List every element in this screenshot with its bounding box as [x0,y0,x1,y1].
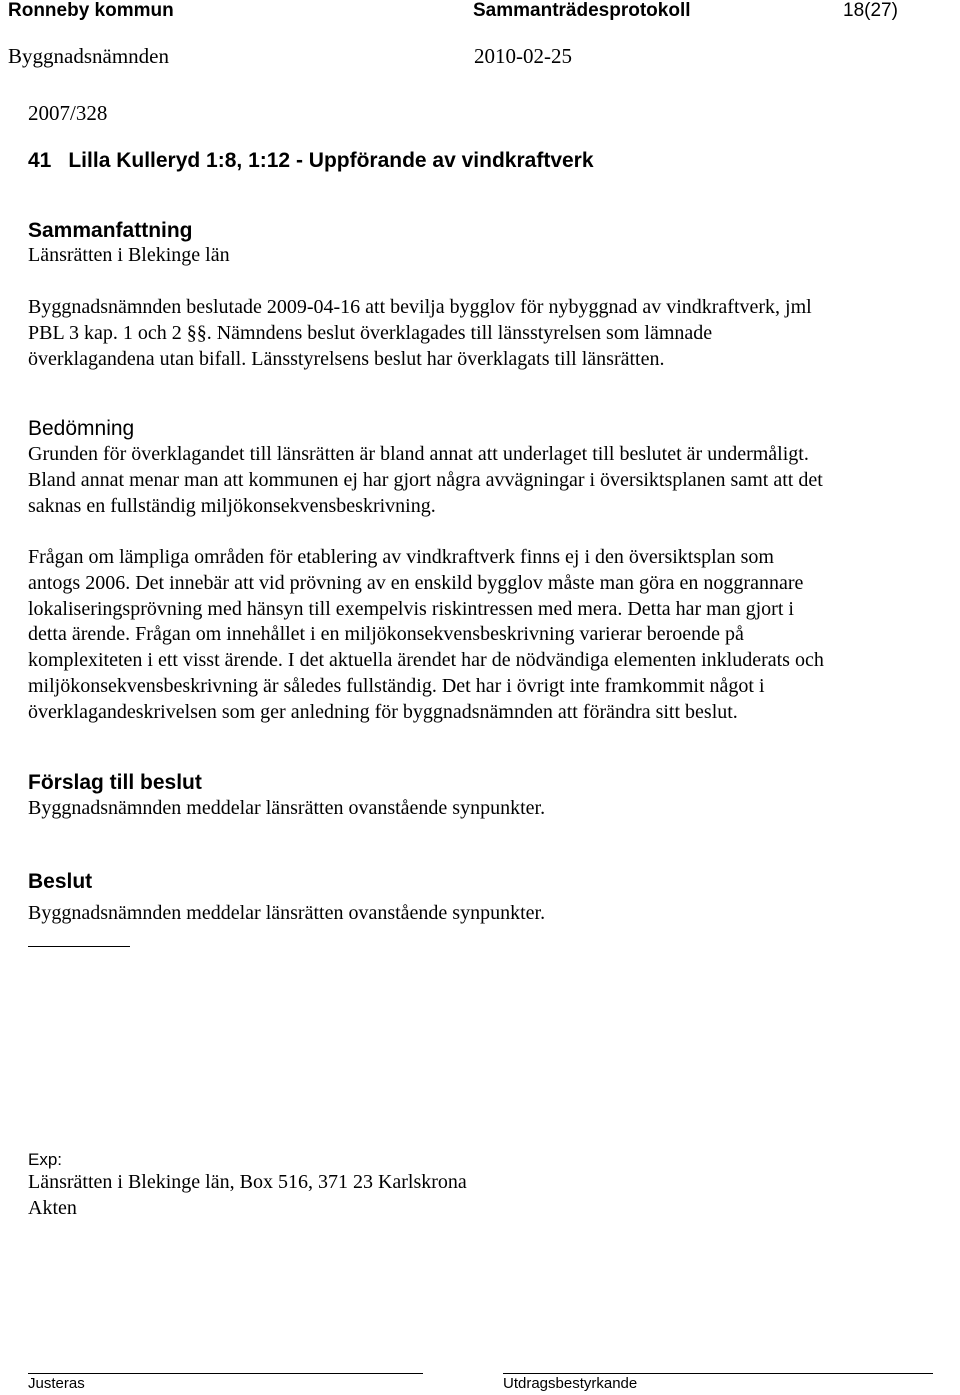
text-line: Bland annat menar man att kommunen ej har gjort några avvägningar i översiktsplanen samt att det [28,468,823,491]
section-heading-beslut: Beslut [28,870,93,893]
assessment-paragraph-2 [28,545,938,726]
expedition-recipients [28,1170,938,1222]
section-heading-sammanfattning: Sammanfattning [28,219,193,242]
text-line: Byggnadsnämnden beslutade 2009-04-16 att bevilja bygglov för nybyggnad av vindkraftverk, jml [28,296,812,318]
decision-text: Byggnadsnämnden meddelar länsrätten ovanstående synpunkter. [28,902,546,924]
text-line: Grunden för överklagandet till länsrätten är bland annat att underlaget till beslutet är undermåligt. [28,443,809,465]
summary-source: Länsrätten i Blekinge län [28,244,230,266]
footer-utdragsbestyrkande: Utdragsbestyrkande [503,1375,638,1392]
signature-line-right [503,1373,933,1374]
text-line: överklagandeskrivelsen som ger anledning för byggnadsnämnden att förändra sitt beslut. [28,700,738,723]
expedition-label: Exp: [28,1150,63,1169]
case-title-text: Lilla Kulleryd 1:8, 1:12 - Uppförande av vindkraftverk [68,149,594,172]
text-line: detta ärende. Frågan om innehållet i en miljökonsekvensbeskrivning varierar beroende på [28,623,744,646]
separator-line [28,946,130,947]
text-line: Frågan om lämpliga områden för etablering av vindkraftverk finns ej i den översiktsplan som [28,546,774,568]
text-line: överklagandena utan bifall. Länsstyrelsens beslut har överklagats till länsrätten. [28,347,665,370]
proposal-text: Byggnadsnämnden meddelar länsrätten ovanstående synpunkter. [28,797,546,819]
municipality-name: Ronneby kommun [8,0,174,21]
summary-paragraph [28,295,938,372]
section-heading-forslag: Förslag till beslut [28,771,202,794]
paragraph-number: 41 [28,149,52,172]
text-line: saknas en fullständig miljökonsekvensbeskrivning. [28,494,436,517]
section-heading-bedomning: Bedömning [28,417,135,440]
text-line: antogs 2006. Det innebär att vid prövning av en enskild bygglov måste man göra en noggrannare [28,571,804,594]
text-line: miljökonsekvensbeskrivning är således fullständig. Det har i övrigt inte framkommit något i [28,674,765,697]
assessment-paragraph-1 [28,442,938,519]
recipient-line: Akten [28,1196,77,1219]
document-type: Sammanträdesprotokoll [473,0,691,21]
signature-line-left [28,1373,423,1374]
case-title [28,148,594,174]
case-number: 2007/328 [28,101,108,125]
text-line: PBL 3 kap. 1 och 2 §§. Nämndens beslut överklagades till länsstyrelsen som lämnade [28,321,713,344]
recipient-line: Länsrätten i Blekinge län, Box 516, 371 23 Karlskrona [28,1171,467,1193]
board-name: Byggnadsnämnden [8,44,169,68]
text-line: lokaliseringsprövning med hänsyn till exempelvis riskintressen med mera. Detta har man gjort i [28,597,794,620]
meeting-date: 2010-02-25 [474,44,572,68]
page-number: 18(27) [843,0,898,21]
text-line: komplexiteten i ett visst ärende. I det aktuella ärendet har de nödvändiga elementen inkluderats och [28,649,824,672]
footer-justeras: Justeras [28,1375,85,1392]
